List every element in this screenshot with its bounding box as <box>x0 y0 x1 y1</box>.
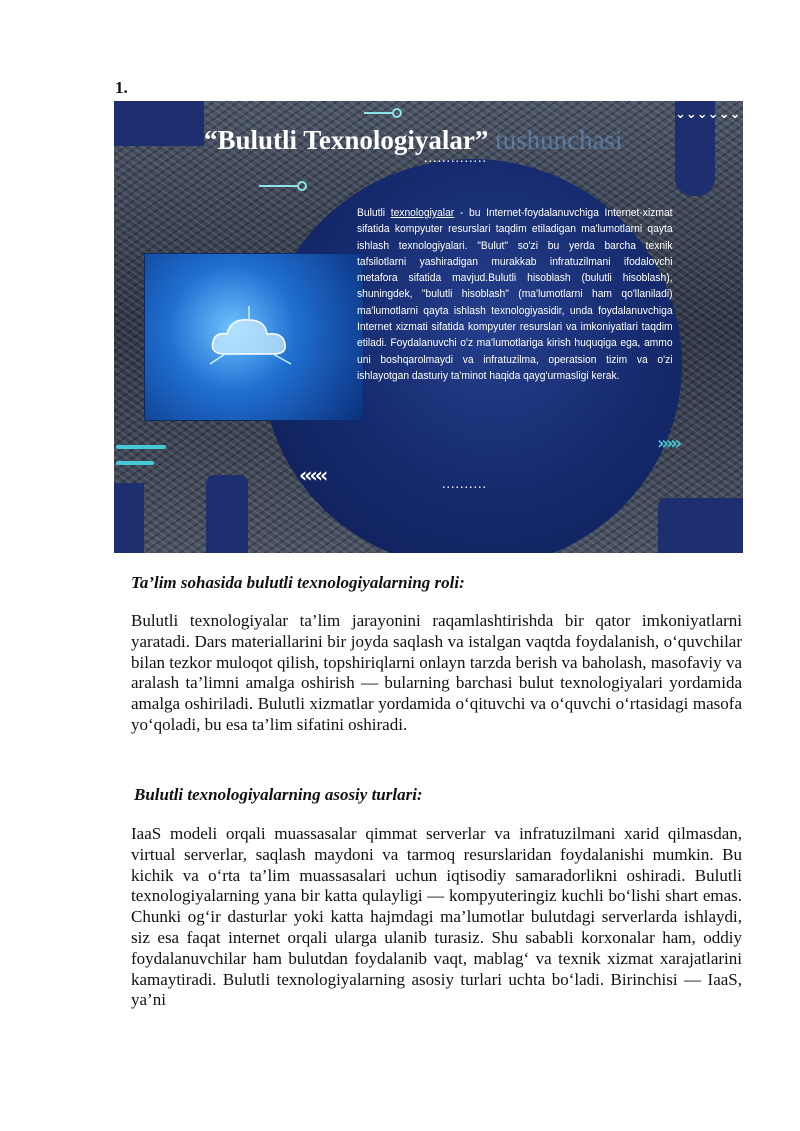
decor-line <box>116 461 154 465</box>
slide-text-term: texnologiyalar <box>390 207 455 219</box>
arrows-right-icon: ››››› <box>657 433 680 454</box>
slide-body-text <box>357 205 673 384</box>
slide-corner-block <box>658 498 743 553</box>
slide-corner-block <box>206 475 248 553</box>
slide-text-body: - bu Internet-foydalanuvchiga Internet-xizmat sifatida kompyuter resurslari taqdim etiladigan ma'lumotlarni qayta ishlash texnologiyalari. "Bulut" so'zi bu yerda barcha texnik tafsilotlarni yashiradigan murakkab infratuzilmani ifodalovchi metafora sifatida mavjud.Bulutli hisoblash (bulutli hisoblash), shuningdek, "bulutli hisoblash" (ma'lumotlarni ham qo'llaniladi) ma'lumotlarni qayta ishlash texnologiyasidir, unda foydalanuvchiga Internet xizmati sifatida kompyuter resurslari va imkoniyatlari taqdim etiladi. Foydalanuvchi o'z ma'lumotlariga kirish huquqiga ega, ammo uni boshqarolmaydi va infratuzilma, operatsion tizim va o'zi ishlayotgan dasturiy ta'minot haqida qayg'urmasligi kerak. <box>357 207 673 382</box>
section-heading: Bulutli texnologiyalarning asosiy turlari: <box>134 785 423 804</box>
circuit-line <box>259 185 299 187</box>
cloud-network-photo <box>144 253 364 421</box>
slide-image <box>114 101 743 553</box>
slide-text-lead: Bulutli <box>357 207 391 219</box>
circuit-line <box>364 112 394 114</box>
cloud-icon <box>205 306 295 366</box>
decor-line <box>116 445 166 449</box>
body-paragraph: Bulutli texnologiyalar ta’lim jarayonini raqamlashtirishda bir qator imkoniyatlarni yaratadi. Dars materiallarini bir joyda saqlash va istalgan vaqtda foydalanish, o‘quvchilar bilan tezkor muloqot qilish, topshiriqlarni onlayn tarzda berish va baholash, masofaviy va aralash ta’limni amalga oshirish — bularning barchasi bulut texnologiyalari yordamida amalga oshiriladi. Bulutli xizmatlar yordamida o‘qituvchi va o‘quvchi o‘rtasidagi masofa yo‘qoladi, bu esa ta’lim sifatini oshiradi. <box>131 611 742 734</box>
slide-title <box>204 125 623 156</box>
arrows-left-icon: ‹‹‹‹‹ <box>299 463 326 487</box>
circuit-node-icon <box>392 108 402 118</box>
slide-corner-block <box>114 101 204 146</box>
chevron-down-icon: ⌄⌄⌄⌄⌄⌄ <box>675 101 715 196</box>
slide-title-main: “Bulutli Texnologiyalar” <box>204 125 489 155</box>
slide-title-faint: tushunchasi <box>495 125 623 155</box>
circuit-node-icon <box>297 181 307 191</box>
slide-corner-block <box>114 483 144 553</box>
body-paragraph: IaaS modeli orqali muassasalar qimmat serverlar va infratuzilmani xarid qilmasdan, virtual serverlar, saqlash maydoni va tarmoq resurslaridan foydalanishi mumkin. Bu kichik va o‘rta ta’lim muassasalari uchun iqtisodiy samaradorlikni oshiradi. Bulutli texnologiyalarning yana bir katta qulayligi — kompyuteringiz kuchli bo‘lishi shart emas. Chunki og‘ir dasturlar yoki katta hajmdagi ma’lumotlar bulutdagi serverlarda ishlaydi, siz esa faqat internet orqali ularga ulanib turasiz. Shu sababli korxonalar ham, oddiy foydalanuvchilar ham bulutdan foydalanib vaqt, mablag‘ va texnik xizmat xarajatlarini kamaytiradi. Bulutli texnologiyalarning asosiy turlari uchta bo‘ladi. Birinchisi — IaaS, ya’ni <box>131 824 742 1010</box>
dotted-decor: .............. <box>424 151 487 166</box>
section-heading: Ta’lim sohasida bulutli texnologiyalarning roli: <box>131 573 465 592</box>
page-number: 1. <box>115 78 128 97</box>
dotted-decor: .......... <box>442 477 487 492</box>
